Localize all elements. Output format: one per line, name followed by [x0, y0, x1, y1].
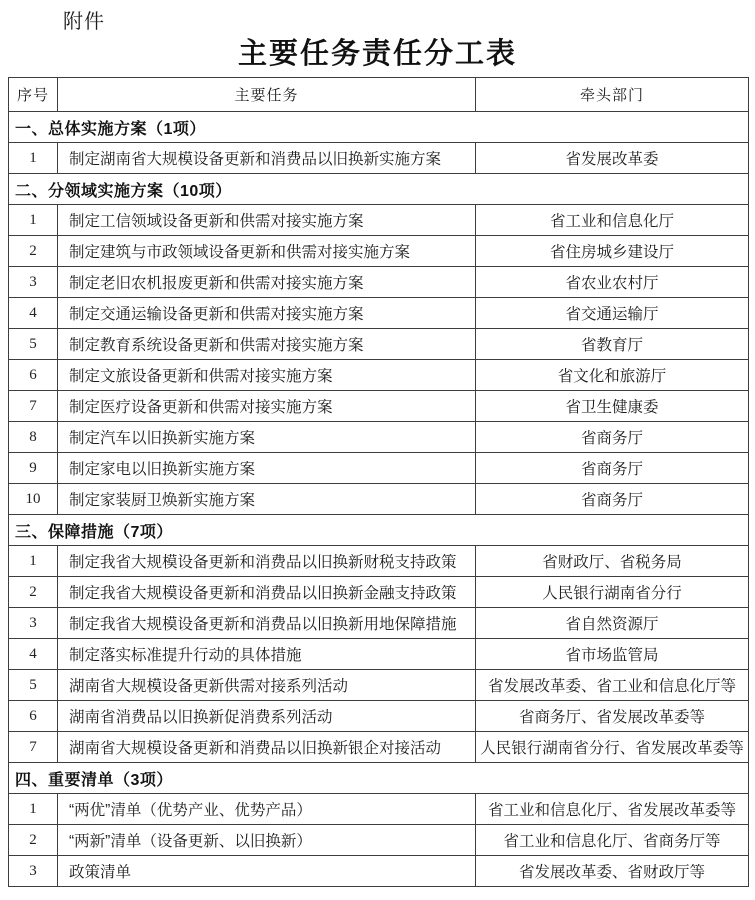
- department-cell: 省交通运输厅: [476, 298, 749, 329]
- table-row: [9, 298, 749, 329]
- department-cell: 省发展改革委: [476, 143, 749, 174]
- department-cell: 省文化和旅游厅: [476, 360, 749, 391]
- row-number-cell: 6: [9, 360, 58, 391]
- section-header-row: [9, 763, 749, 794]
- department-cell: 省财政厅、省税务局: [476, 546, 749, 577]
- section-header-row: [9, 515, 749, 546]
- row-number-cell: 3: [9, 856, 58, 887]
- task-cell: 制定家电以旧换新实施方案: [58, 453, 476, 484]
- row-number-cell: 8: [9, 422, 58, 453]
- row-number-cell: 2: [9, 577, 58, 608]
- department-cell: 省农业农村厅: [476, 267, 749, 298]
- task-cell: 制定湖南省大规模设备更新和消费品以旧换新实施方案: [58, 143, 476, 174]
- row-number-cell: 7: [9, 391, 58, 422]
- department-cell: 省商务厅: [476, 453, 749, 484]
- department-cell: 省商务厅、省发展改革委等: [476, 701, 749, 732]
- table-row: [9, 608, 749, 639]
- row-number-cell: 7: [9, 732, 58, 763]
- row-number-cell: 4: [9, 298, 58, 329]
- row-number-cell: 1: [9, 546, 58, 577]
- department-cell: 省商务厅: [476, 422, 749, 453]
- task-cell: 湖南省大规模设备更新和消费品以旧换新银企对接活动: [58, 732, 476, 763]
- row-number-cell: 10: [9, 484, 58, 515]
- table-row: [9, 422, 749, 453]
- table-header-row: [9, 78, 749, 112]
- task-cell: 制定工信领域设备更新和供需对接实施方案: [58, 205, 476, 236]
- table-row: [9, 391, 749, 422]
- table-row: [9, 577, 749, 608]
- department-cell: 省工业和信息化厅: [476, 205, 749, 236]
- row-number-cell: 3: [9, 608, 58, 639]
- section-header-label: 一、总体实施方案（1项）: [9, 112, 749, 143]
- task-cell: 制定汽车以旧换新实施方案: [58, 422, 476, 453]
- table-row: [9, 701, 749, 732]
- table-row: [9, 732, 749, 763]
- column-header-dept: 牵头部门: [476, 78, 749, 112]
- task-cell: 湖南省大规模设备更新供需对接系列活动: [58, 670, 476, 701]
- task-cell: 制定家装厨卫焕新实施方案: [58, 484, 476, 515]
- table-row: [9, 329, 749, 360]
- table-row: [9, 453, 749, 484]
- column-header-no: 序号: [9, 78, 58, 112]
- table-row: [9, 205, 749, 236]
- row-number-cell: 1: [9, 143, 58, 174]
- task-cell: 湖南省消费品以旧换新促消费系列活动: [58, 701, 476, 732]
- row-number-cell: 5: [9, 329, 58, 360]
- row-number-cell: 1: [9, 205, 58, 236]
- table-row: [9, 639, 749, 670]
- task-cell: 制定建筑与市政领域设备更新和供需对接实施方案: [58, 236, 476, 267]
- table-row: [9, 546, 749, 577]
- section-header-row: [9, 112, 749, 143]
- task-cell: “两新”清单（设备更新、以旧换新）: [58, 825, 476, 856]
- row-number-cell: 6: [9, 701, 58, 732]
- table-row: [9, 360, 749, 391]
- table-row: [9, 825, 749, 856]
- row-number-cell: 1: [9, 794, 58, 825]
- task-cell: 制定医疗设备更新和供需对接实施方案: [58, 391, 476, 422]
- department-cell: 省工业和信息化厅、省发展改革委等: [476, 794, 749, 825]
- department-cell: 省自然资源厅: [476, 608, 749, 639]
- department-cell: 省卫生健康委: [476, 391, 749, 422]
- task-cell: 制定教育系统设备更新和供需对接实施方案: [58, 329, 476, 360]
- task-cell: 制定我省大规模设备更新和消费品以旧换新金融支持政策: [58, 577, 476, 608]
- department-cell: 省发展改革委、省财政厅等: [476, 856, 749, 887]
- task-cell: 政策清单: [58, 856, 476, 887]
- responsibility-table: [8, 77, 749, 887]
- task-cell: “两优”清单（优势产业、优势产品）: [58, 794, 476, 825]
- task-cell: 制定交通运输设备更新和供需对接实施方案: [58, 298, 476, 329]
- table-row: [9, 856, 749, 887]
- task-cell: 制定文旅设备更新和供需对接实施方案: [58, 360, 476, 391]
- row-number-cell: 4: [9, 639, 58, 670]
- page-title: 主要任务责任分工表: [237, 38, 517, 70]
- row-number-cell: 5: [9, 670, 58, 701]
- task-cell: 制定我省大规模设备更新和消费品以旧换新用地保障措施: [58, 608, 476, 639]
- table-row: [9, 267, 749, 298]
- section-header-label: 三、保障措施（7项）: [9, 515, 749, 546]
- section-header-label: 二、分领域实施方案（10项）: [9, 174, 749, 205]
- department-cell: 人民银行湖南省分行、省发展改革委等: [476, 732, 749, 763]
- table-row: [9, 236, 749, 267]
- section-header-label: 四、重要清单（3项）: [9, 763, 749, 794]
- row-number-cell: 3: [9, 267, 58, 298]
- department-cell: 省市场监管局: [476, 639, 749, 670]
- department-cell: 省住房城乡建设厅: [476, 236, 749, 267]
- task-cell: 制定老旧农机报废更新和供需对接实施方案: [58, 267, 476, 298]
- row-number-cell: 2: [9, 236, 58, 267]
- task-cell: 制定我省大规模设备更新和消费品以旧换新财税支持政策: [58, 546, 476, 577]
- row-number-cell: 2: [9, 825, 58, 856]
- department-cell: 省教育厅: [476, 329, 749, 360]
- row-number-cell: 9: [9, 453, 58, 484]
- department-cell: 省工业和信息化厅、省商务厅等: [476, 825, 749, 856]
- attachment-label: 附件: [63, 11, 105, 33]
- table-row: [9, 143, 749, 174]
- table-row: [9, 484, 749, 515]
- section-header-row: [9, 174, 749, 205]
- column-header-task: 主要任务: [58, 78, 476, 112]
- department-cell: 省发展改革委、省工业和信息化厅等: [476, 670, 749, 701]
- table-row: [9, 670, 749, 701]
- department-cell: 人民银行湖南省分行: [476, 577, 749, 608]
- table-row: [9, 794, 749, 825]
- department-cell: 省商务厅: [476, 484, 749, 515]
- task-cell: 制定落实标准提升行动的具体措施: [58, 639, 476, 670]
